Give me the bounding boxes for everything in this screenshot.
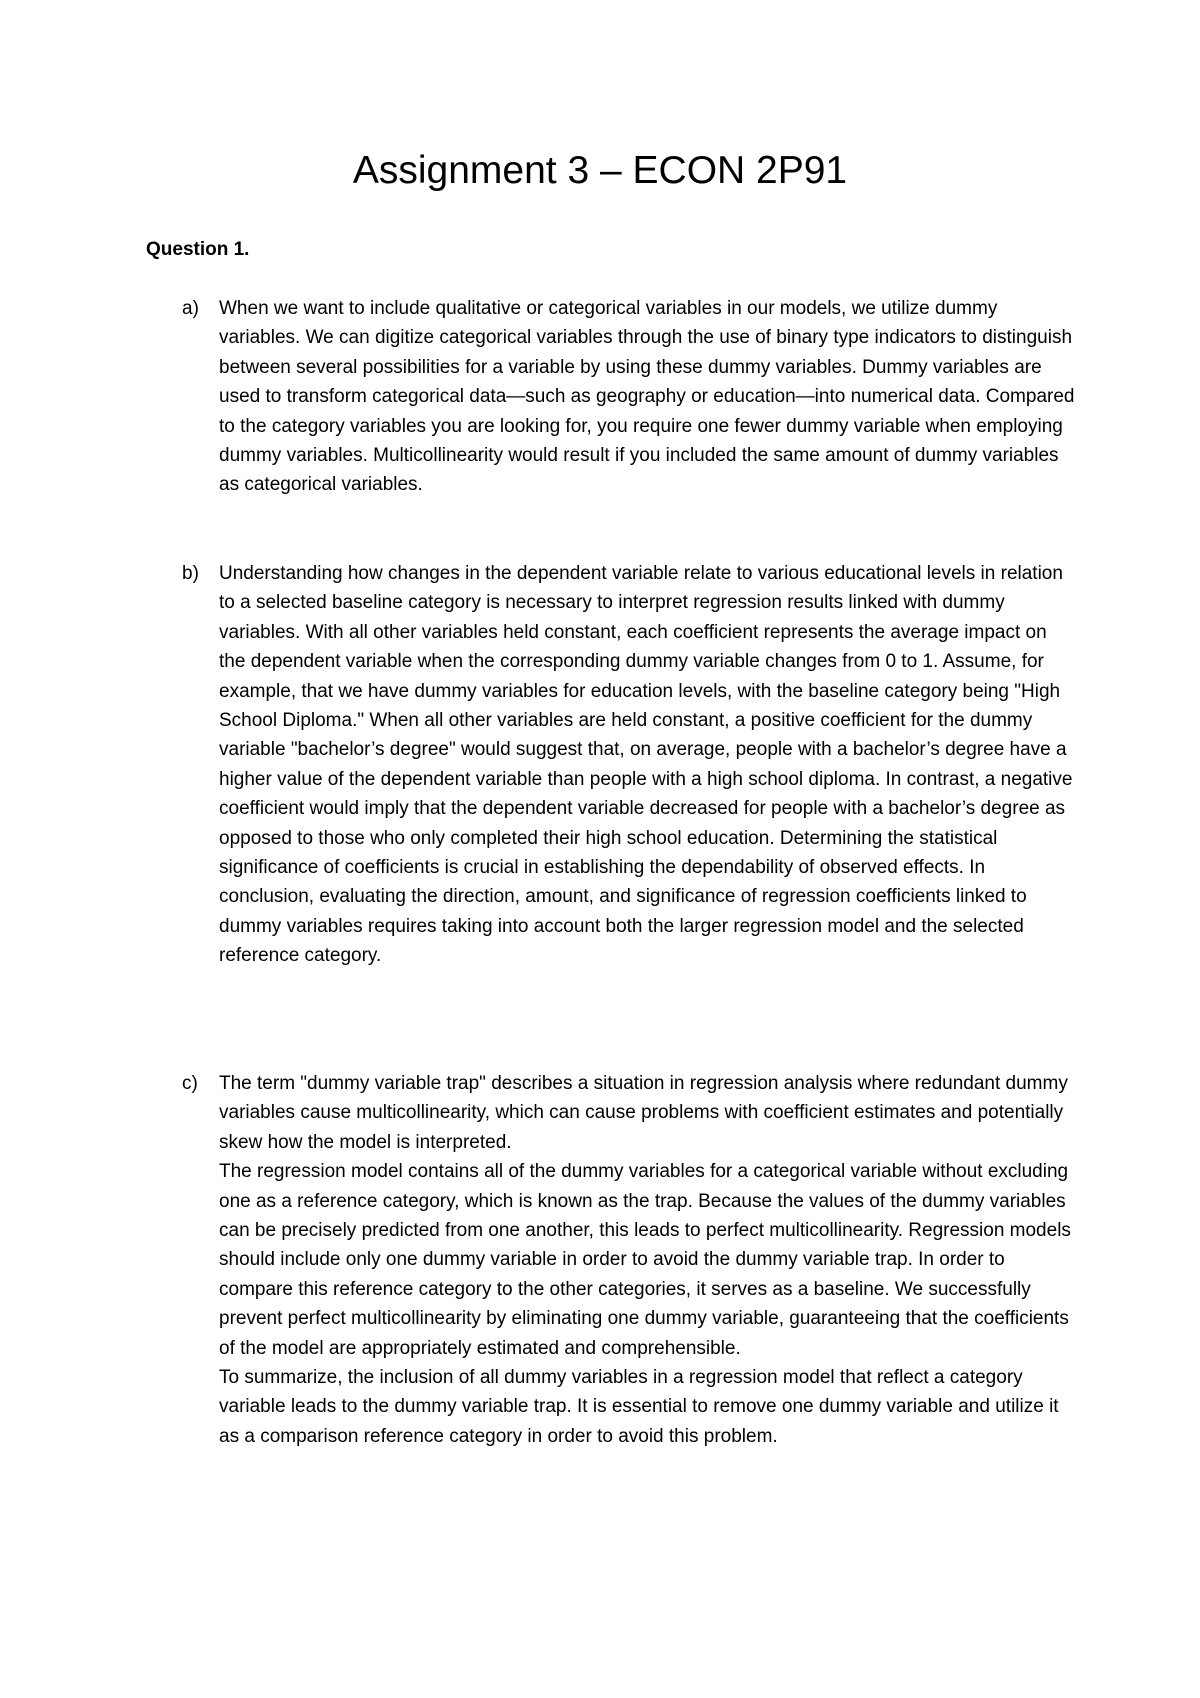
- list-marker: a): [182, 298, 199, 319]
- document-title: Assignment 3 – ECON 2P91: [352, 149, 848, 192]
- answer-paragraph: When we want to include qualitative or categorical variables in our models, we utilize dummy variables. We can digitize categorical variables through the use of binary type indicators to distinguish between several possibilities for a variable by using these dummy variables. Dummy variables are used to transform categorical data—such as geography or education—into numerical data. Compared to the category variables you are looking for, you require one fewer dummy variable when employing dummy variables. Multicollinearity would result if you included the same amount of dummy variables as categorical variables.: [219, 298, 1075, 496]
- answer-paragraph: The regression model contains all of the dummy variables for a categorical variable without excluding one as a reference category, which is known as the trap. Because the values of the dummy variables can be precisely predicted from one another, this leads to perfect multicollinearity. Regression models should include only one dummy variable in order to avoid the dummy variable trap. In order to compare this reference category to the other categories, it serves as a baseline. We successfully prevent perfect multicollinearity by eliminating one dummy variable, guaranteeing that the coefficients of the model are appropriately estimated and comprehensible.: [219, 1161, 1071, 1359]
- list-marker: b): [182, 563, 199, 584]
- answer-paragraph: Understanding how changes in the dependent variable relate to various educational levels in relation to a selected baseline category is necessary to interpret regression results linked with dummy variables. With all other variables held constant, each coefficient represents the average impact on the dependent variable when the corresponding dummy variable changes from 0 to 1. Assume, for example, that we have dummy variables for education levels, with the baseline category being "High School Diploma." When all other variables are held constant, a positive coefficient for the dummy variable "bachelor’s degree" would suggest that, on average, people with a bachelor’s degree have a higher value of the dependent variable than people with a high school diploma. In contrast, a negative coefficient would imply that the dependent variable decreased for people with a bachelor’s degree as opposed to those who only completed their high school education. Determining the statistical significance of coefficients is crucial in establishing the dependability of observed effects. In conclusion, evaluating the direction, amount, and significance of regression coefficients linked to dummy variables requires taking into account both the larger regression model and the selected reference category.: [219, 563, 1073, 967]
- list-marker: c): [182, 1073, 198, 1094]
- answer-body: [219, 559, 1076, 971]
- answer-paragraph: To summarize, the inclusion of all dummy variables in a regression model that reflect a category variable leads to the dummy variable trap. It is essential to remove one dummy variable and utilize it as a comparison reference category in order to avoid this problem.: [219, 1367, 1059, 1447]
- answer-body: [219, 294, 1076, 500]
- answer-body: [219, 1069, 1076, 1451]
- answer-a: [146, 294, 1076, 500]
- answer-b: [146, 559, 1076, 971]
- answer-c: [146, 1069, 1076, 1451]
- question-heading: Question 1.: [146, 239, 250, 260]
- answer-paragraph: The term "dummy variable trap" describes a situation in regression analysis where redundant dummy variables cause multicollinearity, which can cause problems with coefficient estimates and potentially skew how the model is interpreted.: [219, 1073, 1068, 1153]
